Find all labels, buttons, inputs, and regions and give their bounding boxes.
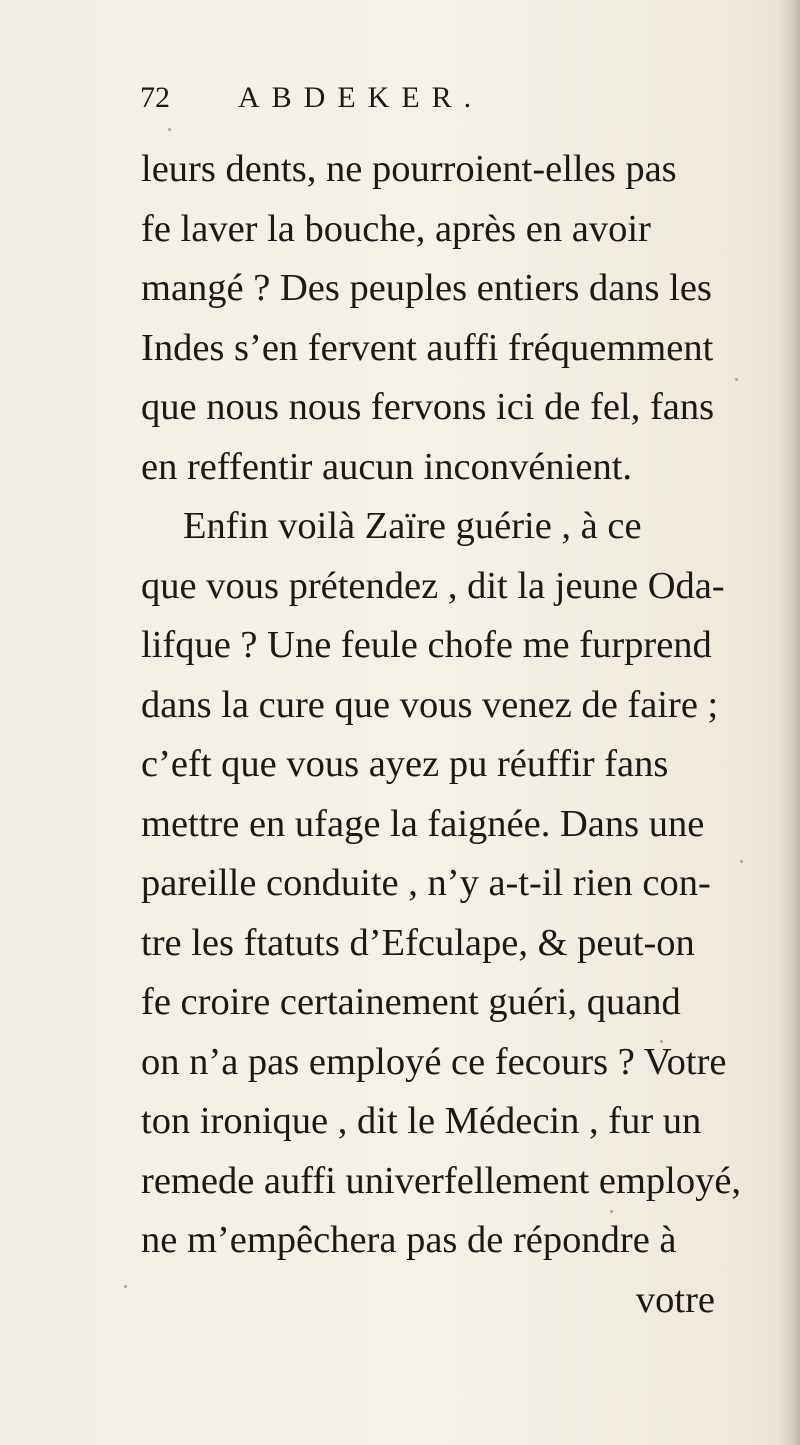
text-line: tre les ftatuts d’Efculape, & peut-on	[141, 921, 695, 964]
text-line: fe croire certainement guéri, quand	[141, 981, 681, 1023]
text-line: pareille conduite , n’y a-t-il rien con-	[141, 862, 711, 904]
text-line: en reffentir aucun inconvénient.	[141, 445, 633, 488]
page-header	[140, 78, 700, 118]
text-line: que nous nous fervons ici de fel, fans	[141, 386, 715, 428]
text-line: c’eft que vous ayez pu réuffir fans	[141, 743, 669, 785]
text-line: leurs dents, ne pourroient-elles pas	[141, 148, 677, 190]
text-line: remede auffi univerfellement employé,	[141, 1159, 742, 1202]
text-line: mangé ? Des peuples entiers dans les	[141, 267, 712, 309]
paper-speck	[660, 1040, 663, 1043]
text-line: Indes s’en fervent auffi fréquemment	[141, 326, 714, 369]
paragraph-start-line: Enfin voilà Zaïre guérie , à ce	[183, 505, 642, 547]
paper-speck	[610, 1210, 613, 1213]
paper-speck	[186, 408, 189, 411]
paper-speck	[214, 528, 217, 531]
paper-speck	[596, 646, 599, 649]
catchword: votre	[635, 1278, 715, 1321]
paper-speck	[168, 128, 171, 131]
body-text	[141, 140, 781, 1330]
text-line: ne m’empêchera pas de répondre à	[141, 1219, 677, 1261]
text-line: mettre en ufage la faignée. Dans une	[141, 802, 705, 845]
running-title: ABDEKER.	[238, 81, 484, 114]
paper-speck	[124, 1285, 127, 1288]
text-line: que vous prétendez , dit la jeune Oda-	[141, 564, 725, 607]
text-line: on n’a pas employé ce fecours ? Votre	[141, 1040, 727, 1083]
text-line: ton ironique , dit le Médecin , fur un	[141, 1100, 702, 1142]
text-line: dans la cure que vous venez de faire ;	[141, 683, 719, 726]
text-line: lifque ? Une feule chofe me furprend	[141, 624, 712, 666]
paper-speck	[735, 378, 738, 381]
paper-speck	[302, 292, 305, 295]
page-number: 72	[140, 81, 170, 114]
text-line: fe laver la bouche, après en avoir	[141, 207, 651, 250]
paper-speck	[740, 860, 743, 863]
page-edge-shadow	[778, 0, 800, 1445]
